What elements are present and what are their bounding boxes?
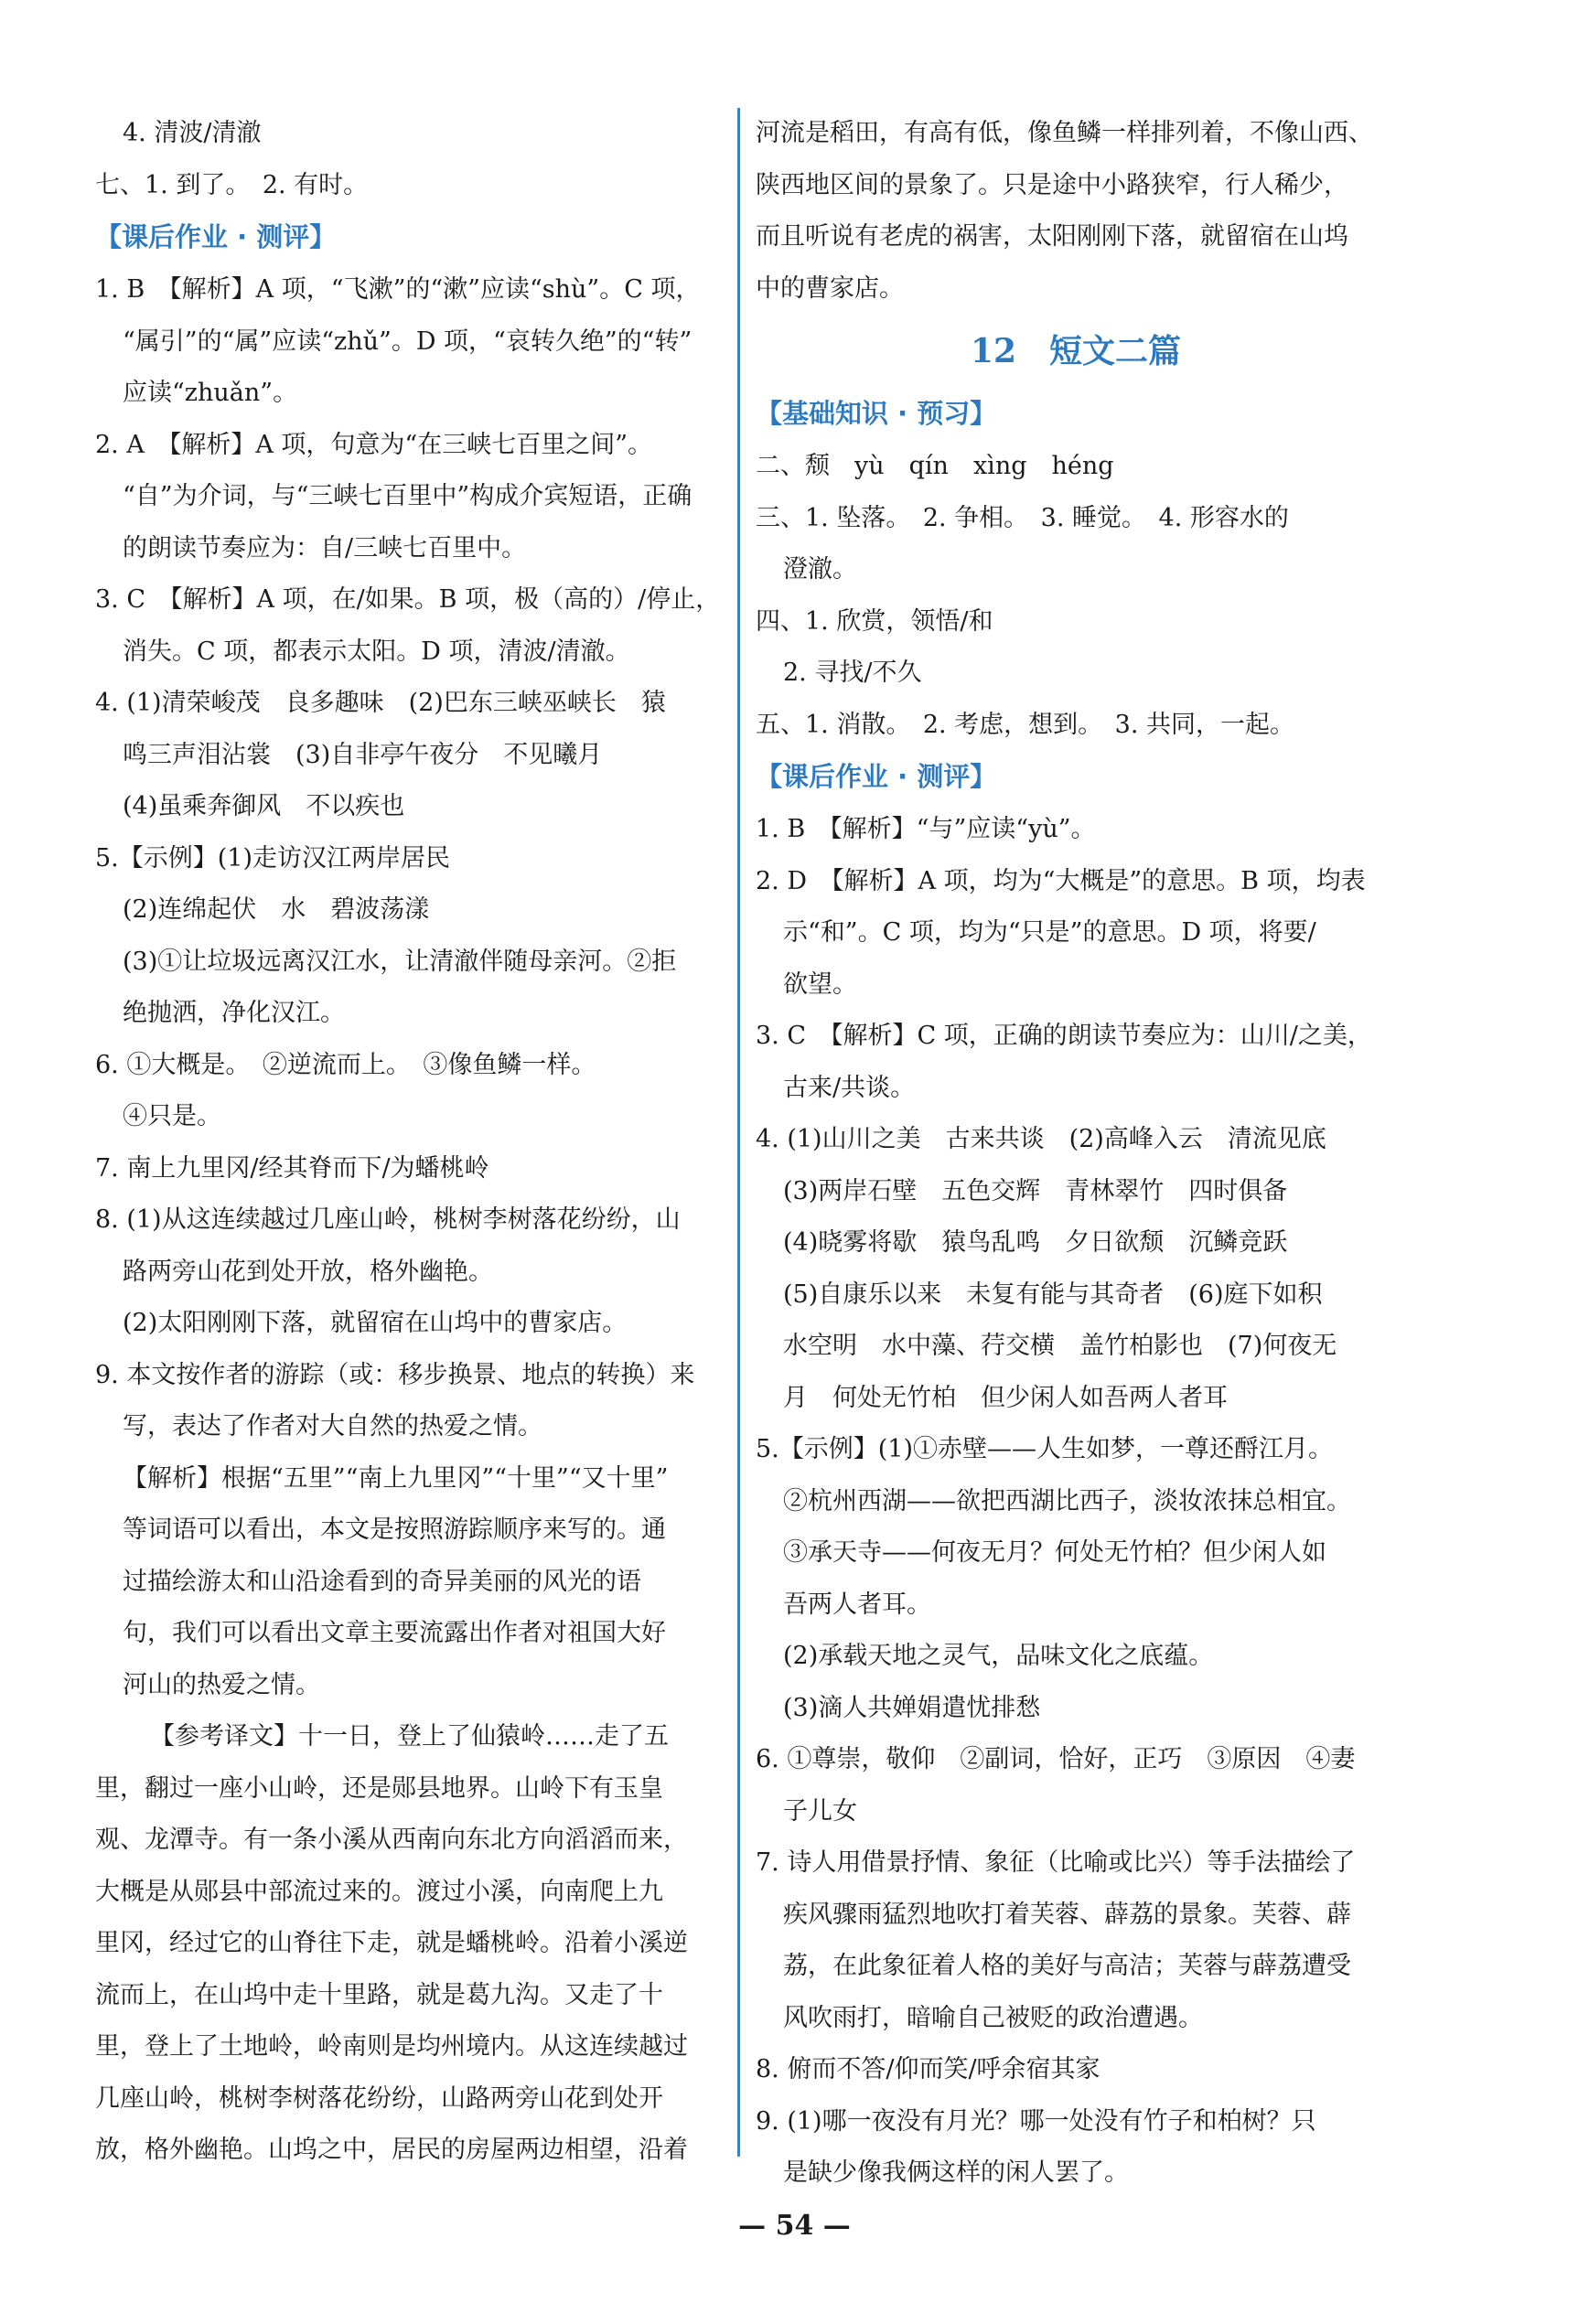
text-line: 四、1. 欣赏，领悟/和 [756, 606, 993, 636]
text-line: 流而上，在山坞中走十里路，就是葛九沟。又走了十 [95, 1980, 663, 2009]
text-line: 是缺少像我俩这样的闲人罢了。 [783, 2158, 1129, 2187]
text-line: (4)虽乘奔御风 不以疾也 [123, 792, 405, 820]
left-column [95, 108, 726, 2177]
text-line: ③承天寺——何夜无月？何处无竹柏？但少闲人如 [783, 1538, 1326, 1567]
text-line: 8. 俯而不答/仰而笑/呼余宿其家 [756, 2055, 1100, 2083]
text-line: 5.【示例】(1)①赤壁——人生如梦，一尊还酹江月。 [756, 1435, 1334, 1463]
text-line: 里冈，经过它的山脊往下走，就是蟠桃岭。沿着小溪逆 [95, 1929, 688, 1957]
text-line: 5.【示例】(1)走访汉江两岸居民 [95, 843, 451, 873]
page-number: — 54 — [738, 2210, 851, 2242]
text-line: 疾风骤雨猛烈地吹打着芙蓉、薜荔的景象。芙蓉、薜 [783, 1900, 1351, 1929]
text-line: 古来/共谈。 [783, 1073, 916, 1102]
text-line: (2)承载天地之灵气，品味文化之底蕴。 [783, 1642, 1214, 1670]
text-line: 【参考译文】十一日，登上了仙猿岭……走了五 [150, 1722, 669, 1751]
text-line: (3)两岸石壁 五色交辉 青林翠竹 四时俱备 [783, 1176, 1288, 1205]
text-line: 河流是稻田，有高有低，像鱼鳞一样排列着，不像山西、 [756, 119, 1373, 147]
text-line: 几座山岭，桃树李树落花纷纷，山路两旁山花到处开 [95, 2083, 663, 2113]
text-line: 2. 寻找/不久 [783, 659, 922, 687]
text-line: 4. (1)清荣峻茂 良多趣味 (2)巴东三峡巫峡长 猿 [95, 689, 666, 717]
text-line: 4. (1)山川之美 古来共谈 (2)高峰入云 清流见底 [756, 1125, 1326, 1153]
text-line: 风吹雨打，暗喻自己被贬的政治遭遇。 [783, 2003, 1203, 2032]
column-divider [737, 108, 740, 2157]
text-line: 的朗读节奏应为：自/三峡七百里中。 [123, 533, 527, 562]
text-line: 7. 南上九里冈/经其脊而下/为蟠桃岭 [95, 1153, 489, 1183]
text-line: 9. (1)哪一夜没有月光？哪一处没有竹子和柏树？只 [756, 2106, 1316, 2136]
right-column [756, 108, 1396, 2200]
text-line: 3. C 【解析】A 项，在/如果。B 项，极（高的）/停止， [95, 585, 721, 614]
text-line: 1. B 【解析】A 项，“飞漱”的“漱”应读“shù”。C 项， [95, 275, 701, 304]
text-line: 鸣三声泪沾裳 (3)自非亭午夜分 不见曦月 [123, 740, 603, 769]
text-line: 而且听说有老虎的祸害，太阳刚刚下落，就留宿在山坞 [756, 222, 1348, 251]
text-line: 观、龙潭寺。有一条小溪从西南向东北方向滔滔而来， [95, 1826, 688, 1854]
text-line: 9. 本文按作者的游踪（或：移步换景、地点的转换）来 [95, 1360, 695, 1389]
text-line: “自”为介词，与“三峡七百里中”构成介宾短语，正确 [123, 482, 693, 510]
section-heading: 【基础知识 · 预习】 [756, 398, 997, 429]
text-line: 五、1. 消散。 2. 考虑，想到。 3. 共同，一起。 [756, 710, 1295, 739]
text-line: 8. (1)从这连续越过几座山岭，桃树李树落花纷纷，山 [95, 1205, 681, 1234]
text-line: (3)滴人共婵娟遣忧排愁 [783, 1693, 1041, 1722]
text-line: 3. C 【解析】C 项，正确的朗读节奏应为：山川/之美， [756, 1022, 1372, 1050]
text-line: 吾两人者耳。 [783, 1590, 931, 1619]
text-line: (4)晓雾将歇 猿鸟乱鸣 夕日欲颓 沉鳞竞跃 [783, 1228, 1288, 1257]
text-line: 示“和”。C 项，均为“只是”的意思。D 项，将要/ [783, 918, 1316, 947]
text-line: 陕西地区间的景象了。只是途中小路狭窄，行人稀少， [756, 170, 1348, 199]
text-line: 欲望。 [783, 969, 857, 999]
text-line: (3)①让垃圾远离汉江水，让清澈伴随母亲河。②拒 [123, 947, 677, 976]
text-line: ②杭州西湖——欲把西湖比西子，淡妆浓抹总相宜。 [783, 1486, 1351, 1515]
text-line: 里，翻过一座小山岭，还是郧县地界。山岭下有玉皇 [95, 1773, 663, 1803]
text-line: 月 何处无竹柏 但少闲人如吾两人者耳 [783, 1383, 1228, 1412]
text-line: 澄澈。 [783, 555, 857, 584]
text-line: (5)自康乐以来 未复有能与其奇者 (6)庭下如积 [783, 1280, 1323, 1309]
text-line: 句，我们可以看出文章主要流露出作者对祖国大好 [123, 1619, 666, 1647]
text-line: 消失。C 项，都表示太阳。D 项，清波/清澈。 [123, 637, 630, 666]
text-line: 等词语可以看出，本文是按照游踪顺序来写的。通 [123, 1515, 666, 1544]
text-line: 子儿女 [783, 1796, 857, 1826]
text-line: 路两旁山花到处开放，格外幽艳。 [123, 1257, 493, 1286]
text-line: 绝抛洒，净化汉江。 [123, 999, 345, 1027]
text-line: 荔，在此象征着人格的美好与高洁；芙蓉与薜荔遭受 [783, 1952, 1351, 1980]
text-line: 2. D 【解析】A 项，均为“大概是”的意思。B 项，均表 [756, 866, 1366, 895]
text-line: 2. A 【解析】A 项，句意为“在三峡七百里之间”。 [95, 430, 653, 459]
text-line: 1. B 【解析】“与”应读“yù”。 [756, 815, 1096, 843]
text-line: 【解析】根据“五里”“南上九里冈”“十里”“又十里” [123, 1463, 669, 1493]
text-line: 中的曹家店。 [756, 273, 904, 303]
text-line: 河山的热爱之情。 [123, 1670, 320, 1699]
text-line: 七、1. 到了。 2. 有时。 [95, 170, 369, 199]
text-line: 7. 诗人用借景抒情、象征（比喻或比兴）等手法描绘了 [756, 1848, 1356, 1877]
section-heading: 【课后作业 · 测评】 [756, 761, 997, 792]
text-line: 里，登上了土地岭，岭南则是均州境内。从这连续越过 [95, 2032, 688, 2061]
text-line: 4. 清波/清澈 [123, 119, 262, 147]
text-line: 放，格外幽艳。山坞之中，居民的房屋两边相望，沿着 [95, 2136, 688, 2164]
lesson-title: 12 短文二篇 [970, 332, 1182, 370]
text-line: 6. ①大概是。 ②逆流而上。 ③像鱼鳞一样。 [95, 1050, 596, 1079]
text-line: (2)连绵起伏 水 碧波荡漾 [123, 895, 430, 924]
text-line: 二、颓 yù qín xìng héng [756, 452, 1114, 480]
text-line: 6. ①尊崇，敬仰 ②副词，恰好，正巧 ③原因 ④妻 [756, 1745, 1356, 1773]
text-line: 大概是从郧县中部流过来的。渡过小溪，向南爬上九 [95, 1877, 663, 1906]
text-line: 写，表达了作者对大自然的热爱之情。 [123, 1412, 542, 1440]
text-line: 应读“zhuǎn”。 [123, 379, 298, 407]
section-heading: 【课后作业 · 测评】 [95, 221, 337, 252]
text-line: 过描绘游太和山沿途看到的奇异美丽的风光的语 [123, 1567, 641, 1596]
text-line: 水空明 水中藻、荇交横 盖竹柏影也 (7)何夜无 [783, 1332, 1337, 1360]
text-line: (2)太阳刚刚下落，就留宿在山坞中的曹家店。 [123, 1309, 628, 1337]
text-line: “属引”的“属”应读“zhǔ”。D 项，“哀转久绝”的“转” [123, 327, 693, 356]
text-line: ④只是。 [123, 1102, 221, 1130]
text-line: 三、1. 坠落。 2. 争相。 3. 睡觉。 4. 形容水的 [756, 503, 1289, 532]
